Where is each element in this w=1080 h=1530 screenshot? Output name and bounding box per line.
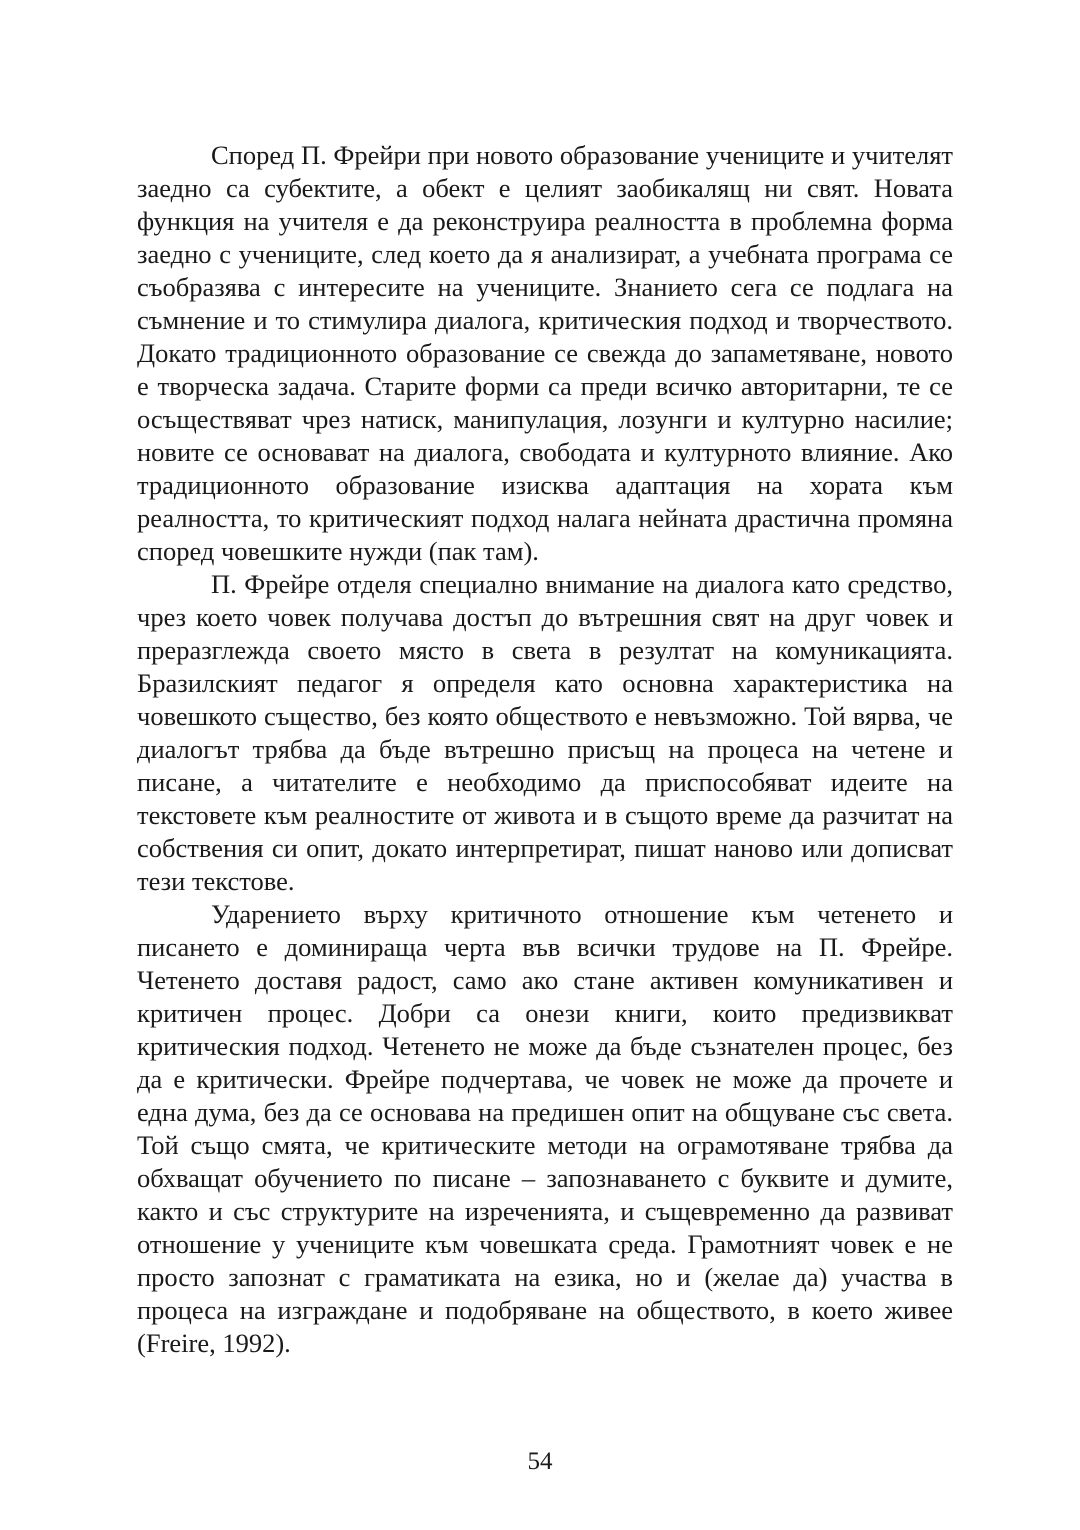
paragraph-3: Ударението върху критичното отношение към четенето и писането е доминираща черта във всички трудове на П. Фрейре. Четенето доставя радост, само ако стане активен комуникативен и критичен процес. Добри са онези книги, които предизвикват критическия подход. Четенето не може да бъде съзнателен процес, без да е критически. Фрейре подчертава, че човек не може да прочете и една дума, без да се основава на предишен опит на общуване със света. Той също смята, че критическите методи на ограмотяване трябва да обхващат обучението по писане – запознаването с буквите и думите, както и със структурите на изреченията, и същевременно да развиват отношение у учениците към човешката среда. Грамотният човек е не просто запознат с граматиката на езика, но и (желае да) участва в процеса на изграждане и подобряване на обществото, в което живее (Freire, 1992). bbox=[137, 899, 953, 1358]
page-number: 54 bbox=[527, 1448, 553, 1475]
paragraph-2: П. Фрейре отделя специално внимание на диалога като средство, чрез което човек получава достъп до вътрешния свят на друг човек и преразглежда своето място в света в резултат на комуникацията. Бразилският педагог я определя като основна характеристика на човешкото същество, без която обществото е невъзможно. Той вярва, че диалогът трябва да бъде вътрешно присъщ на процеса на четене и писане, а читателите е необходимо да приспособяват идеите на текстовете към реалностите от живота и в същото време да разчитат на собствения си опит, докато интерпретират, пишат наново или дописват тези текстове. bbox=[137, 569, 953, 896]
paragraph-1: Според П. Фрейри при новото образование учениците и учителят заедно са субектите, а обект е целият заобикалящ ни свят. Новата функция на учителя е да реконструира реалността в проблемна форма заедно с учениците, след което да я анализират, а учебната програма се съобразява с интересите на учениците. Знанието сега се подлага на съмнение и то стимулира диалога, критическия подход и творчеството. Докато традиционното образование се свежда до запаметяване, новото е творческа задача. Старите форми са преди всичко авторитарни, те се осъществяват чрез натиск, манипулация, лозунги и културно насилие; новите се основават на диалога, свободата и културното влияние. Ако традиционното образование изисква адаптация на хората към реалността, то критическият подход налага нейната драстична промяна според човешките нужди (пак там). bbox=[137, 140, 953, 566]
body-text bbox=[137, 139, 953, 1360]
